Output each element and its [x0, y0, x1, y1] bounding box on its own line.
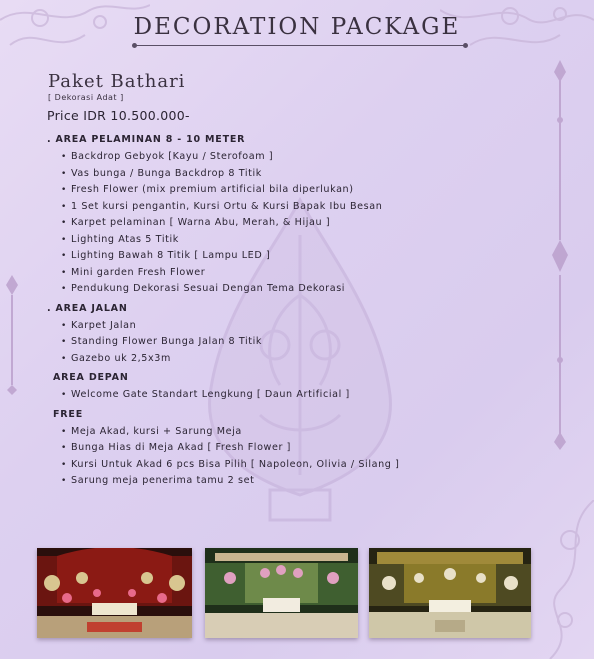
section-title: . AREA JALAN [47, 302, 128, 314]
list-item: • Gazebo uk 2,5x3m [61, 351, 467, 368]
batik-corner-bottom-right [520, 500, 594, 659]
decoration-photo-green [205, 548, 358, 638]
list-item: • Bunga Hias di Meja Akad [ Fresh Flower ] [61, 440, 467, 457]
list-item: • Karpet Jalan [61, 318, 467, 335]
list-item: • Lighting Atas 5 Titik [61, 232, 467, 249]
section-free [47, 408, 467, 490]
page-title: DECORATION PACKAGE [133, 14, 461, 40]
section-title: FREE [53, 408, 83, 420]
item-list [53, 424, 467, 490]
package-name: Paket Bathari [48, 71, 186, 92]
section-title: . AREA PELAMINAN 8 - 10 METER [47, 134, 246, 145]
decoration-photo-red [37, 548, 192, 638]
ornament-pillar-right [548, 60, 572, 450]
list-item: • Pendukung Dekorasi Sesuai Dengan Tema Dekorasi [61, 281, 467, 298]
package-subtitle: [ Dekorasi Adat ] [48, 93, 124, 102]
list-item: • Standing Flower Bunga Jalan 8 Titik [61, 334, 467, 351]
item-list [47, 318, 467, 368]
section-area-jalan [47, 302, 467, 368]
list-item: • Fresh Flower (mix premium artificial bila diperlukan) [61, 182, 467, 199]
item-list [47, 149, 467, 298]
ornament-pillar-left [2, 275, 22, 395]
list-item: • Karpet pelaminan [ Warna Abu, Merah, & Hijau ] [61, 215, 467, 232]
list-item: • Mini garden Fresh Flower [61, 265, 467, 282]
package-details [47, 133, 467, 494]
list-item: • Sarung meja penerima tamu 2 set [61, 473, 467, 490]
list-item: • Kursi Untuk Akad 6 pcs Bisa Pilih [ Napoleon, Olivia / Silang ] [61, 457, 467, 474]
section-area-depan [47, 371, 467, 404]
section-area-pelaminan [47, 133, 467, 298]
list-item: • 1 Set kursi pengantin, Kursi Ortu & Kursi Bapak Ibu Besan [61, 199, 467, 216]
section-title: AREA DEPAN [53, 372, 129, 383]
list-item: • Vas bunga / Bunga Backdrop 8 Titik [61, 166, 467, 183]
list-item: • Backdrop Gebyok [Kayu / Sterofoam ] [61, 149, 467, 166]
title-divider [134, 45, 466, 46]
list-item: • Welcome Gate Standart Lengkung [ Daun Artificial ] [61, 387, 467, 404]
list-item: • Lighting Bawah 8 Titik [ Lampu LED ] [61, 248, 467, 265]
item-list [53, 387, 467, 404]
package-price: Price IDR 10.500.000- [47, 108, 190, 123]
decoration-photo-gold [369, 548, 531, 638]
list-item: • Meja Akad, kursi + Sarung Meja [61, 424, 467, 441]
